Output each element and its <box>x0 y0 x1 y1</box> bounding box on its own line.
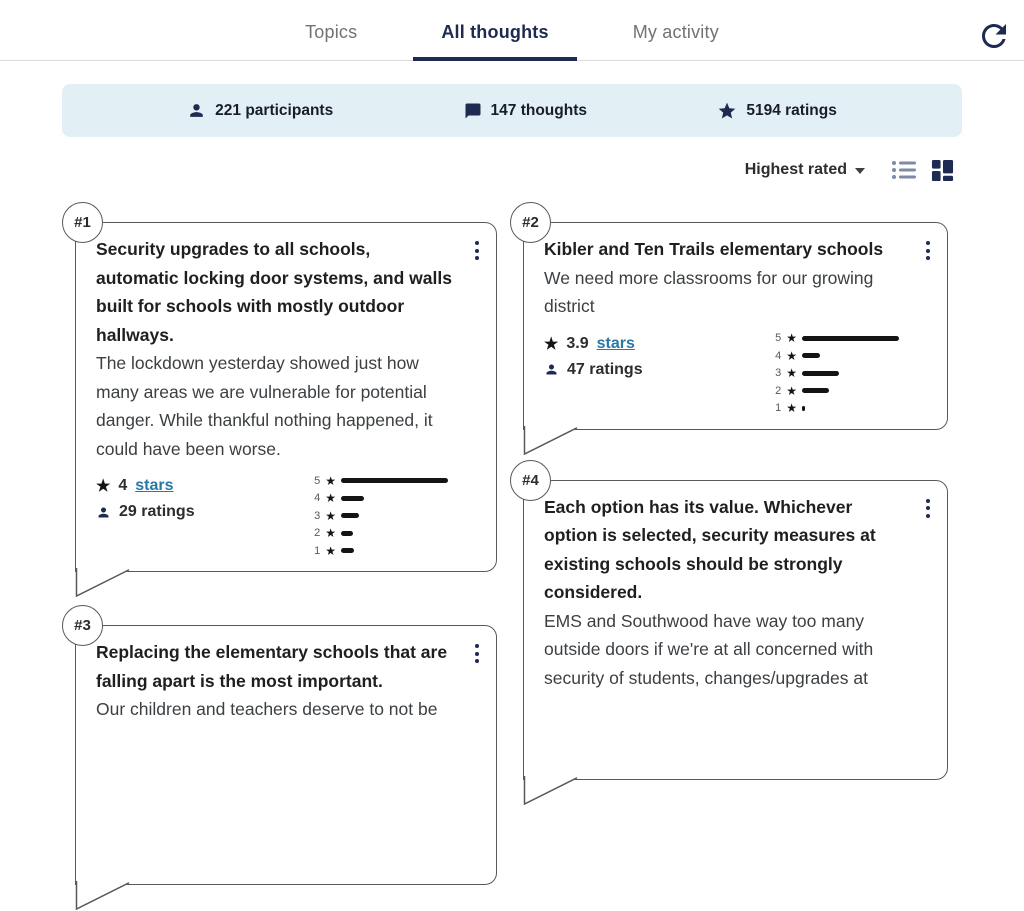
speech-bubble-tail <box>75 568 133 598</box>
refresh-icon <box>976 18 1012 54</box>
histogram-label: 2 <box>775 384 782 397</box>
star-icon: ★ <box>786 383 797 398</box>
speech-bubble-tail <box>75 881 133 911</box>
star-icon: ★ <box>325 508 336 523</box>
histogram-row <box>312 509 448 522</box>
rating-meta <box>544 330 643 379</box>
histogram-label: 5 <box>314 474 321 487</box>
avg-stars-value: 3.9 <box>566 334 589 352</box>
card-column-right <box>522 214 948 885</box>
sort-row <box>0 155 954 185</box>
stars-link[interactable]: stars <box>596 334 635 352</box>
rank-badge: #3 <box>62 605 103 646</box>
histogram-row <box>773 332 899 345</box>
histogram-label: 1 <box>314 544 321 557</box>
ratings-count-row <box>96 503 195 521</box>
histogram-label: 3 <box>775 367 782 379</box>
kebab-menu-icon[interactable] <box>923 496 933 521</box>
star-icon: ★ <box>325 526 336 540</box>
kebab-menu-icon[interactable] <box>923 238 933 263</box>
thought-card-2 <box>522 214 948 430</box>
thought-title: Security upgrades to all schools, automatic locking door systems, and walls built for schools with mostly outdoor hallways. <box>96 239 452 345</box>
tab-bar <box>0 0 1024 61</box>
participant-icon <box>187 101 206 120</box>
stat-thoughts <box>464 102 587 120</box>
histogram-bar <box>802 371 839 376</box>
thought-body: EMS and Southwood have way too many outside doors if we're at all concerned with security of students, changes/upgrades at <box>544 610 874 688</box>
histogram-row <box>312 492 448 505</box>
ratings-count: 29 ratings <box>119 503 195 520</box>
histogram-bar <box>802 406 805 411</box>
avg-stars-row <box>96 476 195 496</box>
stars-link[interactable]: stars <box>135 477 174 494</box>
stat-ratings <box>717 101 836 121</box>
histogram-row <box>773 384 899 397</box>
rank-badge: #4 <box>510 460 551 501</box>
star-icon: ★ <box>325 543 336 558</box>
histogram-bar <box>802 353 820 358</box>
grid-view-icon[interactable] <box>931 159 954 182</box>
histogram-bar <box>341 478 448 483</box>
histogram-row <box>773 367 899 380</box>
refresh-button[interactable] <box>976 18 1012 54</box>
star-icon <box>717 101 737 121</box>
thought-card-1 <box>74 214 497 572</box>
histogram-row <box>312 544 448 557</box>
star-icon: ★ <box>786 348 797 363</box>
star-icon: ★ <box>544 335 559 353</box>
thought-bubble-icon <box>464 102 482 120</box>
rating-area <box>544 330 905 415</box>
histogram-label: 3 <box>314 509 321 522</box>
avg-stars-row <box>544 334 643 354</box>
histogram-label: 4 <box>775 349 782 362</box>
histogram-bar <box>341 513 359 518</box>
list-view-icon[interactable] <box>891 159 917 181</box>
thought-body: We need more classrooms for our growing district <box>544 267 874 316</box>
thought-body: Our children and teachers deserve to not be <box>96 699 438 719</box>
tab-my-activity[interactable]: My activity <box>632 22 719 42</box>
rating-histogram <box>312 472 448 557</box>
kebab-menu-icon[interactable] <box>472 641 482 666</box>
kebab-menu-icon[interactable] <box>472 238 482 263</box>
tab-topics[interactable]: Topics <box>305 22 358 42</box>
histogram-bar <box>341 531 353 536</box>
chevron-down-icon <box>855 168 865 174</box>
histogram-label: 5 <box>775 332 782 344</box>
stat-participants <box>187 101 333 120</box>
speech-bubble-tail <box>523 776 581 806</box>
rank-badge: #1 <box>62 202 103 243</box>
card-column-left <box>74 214 497 885</box>
histogram-bar <box>802 336 899 341</box>
participant-icon <box>96 505 111 520</box>
participant-icon <box>544 362 559 377</box>
thought-card-4 <box>522 471 948 780</box>
ratings-count-row <box>544 361 643 379</box>
thought-title: Replacing the elementary schools that are falling apart is the most important. <box>96 642 448 691</box>
thought-title: Each option has its value. Whichever option is selected, security measures at existing schools should be strongly considered. <box>544 496 876 602</box>
avg-stars-value: 4 <box>118 477 128 494</box>
star-icon: ★ <box>325 491 336 505</box>
thought-card-3 <box>74 617 497 885</box>
rating-meta <box>96 472 195 521</box>
rating-area <box>96 472 454 557</box>
stat-ratings-label: 5194 ratings <box>746 101 837 119</box>
star-icon: ★ <box>786 401 797 415</box>
star-icon: ★ <box>325 473 336 488</box>
histogram-bar <box>802 388 829 393</box>
speech-bubble-tail <box>523 426 581 456</box>
stat-thoughts-label: 147 thoughts <box>490 101 587 119</box>
histogram-label: 2 <box>314 527 321 539</box>
histogram-row <box>773 349 899 362</box>
star-icon: ★ <box>786 331 797 345</box>
histogram-label: 1 <box>775 402 782 414</box>
stats-bar <box>62 84 962 137</box>
thought-body: The lockdown yesterday showed just how many areas we are vulnerable for potential danger. While thankful nothing happened, it could have been worse. <box>96 353 433 459</box>
star-icon: ★ <box>96 478 111 495</box>
histogram-bar <box>341 548 354 553</box>
rank-badge: #2 <box>510 202 551 243</box>
histogram-row <box>312 527 448 540</box>
tab-all-thoughts[interactable]: All thoughts <box>413 0 576 61</box>
histogram-label: 4 <box>314 492 321 504</box>
stat-participants-label: 221 participants <box>215 101 334 119</box>
thought-card-grid <box>0 214 1024 885</box>
histogram-row <box>773 402 899 415</box>
histogram-row <box>312 474 448 487</box>
star-icon: ★ <box>786 366 797 380</box>
sort-dropdown[interactable] <box>745 161 865 179</box>
histogram-bar <box>341 496 364 501</box>
thought-title: Kibler and Ten Trails elementary schools <box>544 239 884 259</box>
rating-histogram <box>773 330 899 415</box>
ratings-count: 47 ratings <box>567 360 643 378</box>
sort-dropdown-label: Highest rated <box>744 161 847 178</box>
